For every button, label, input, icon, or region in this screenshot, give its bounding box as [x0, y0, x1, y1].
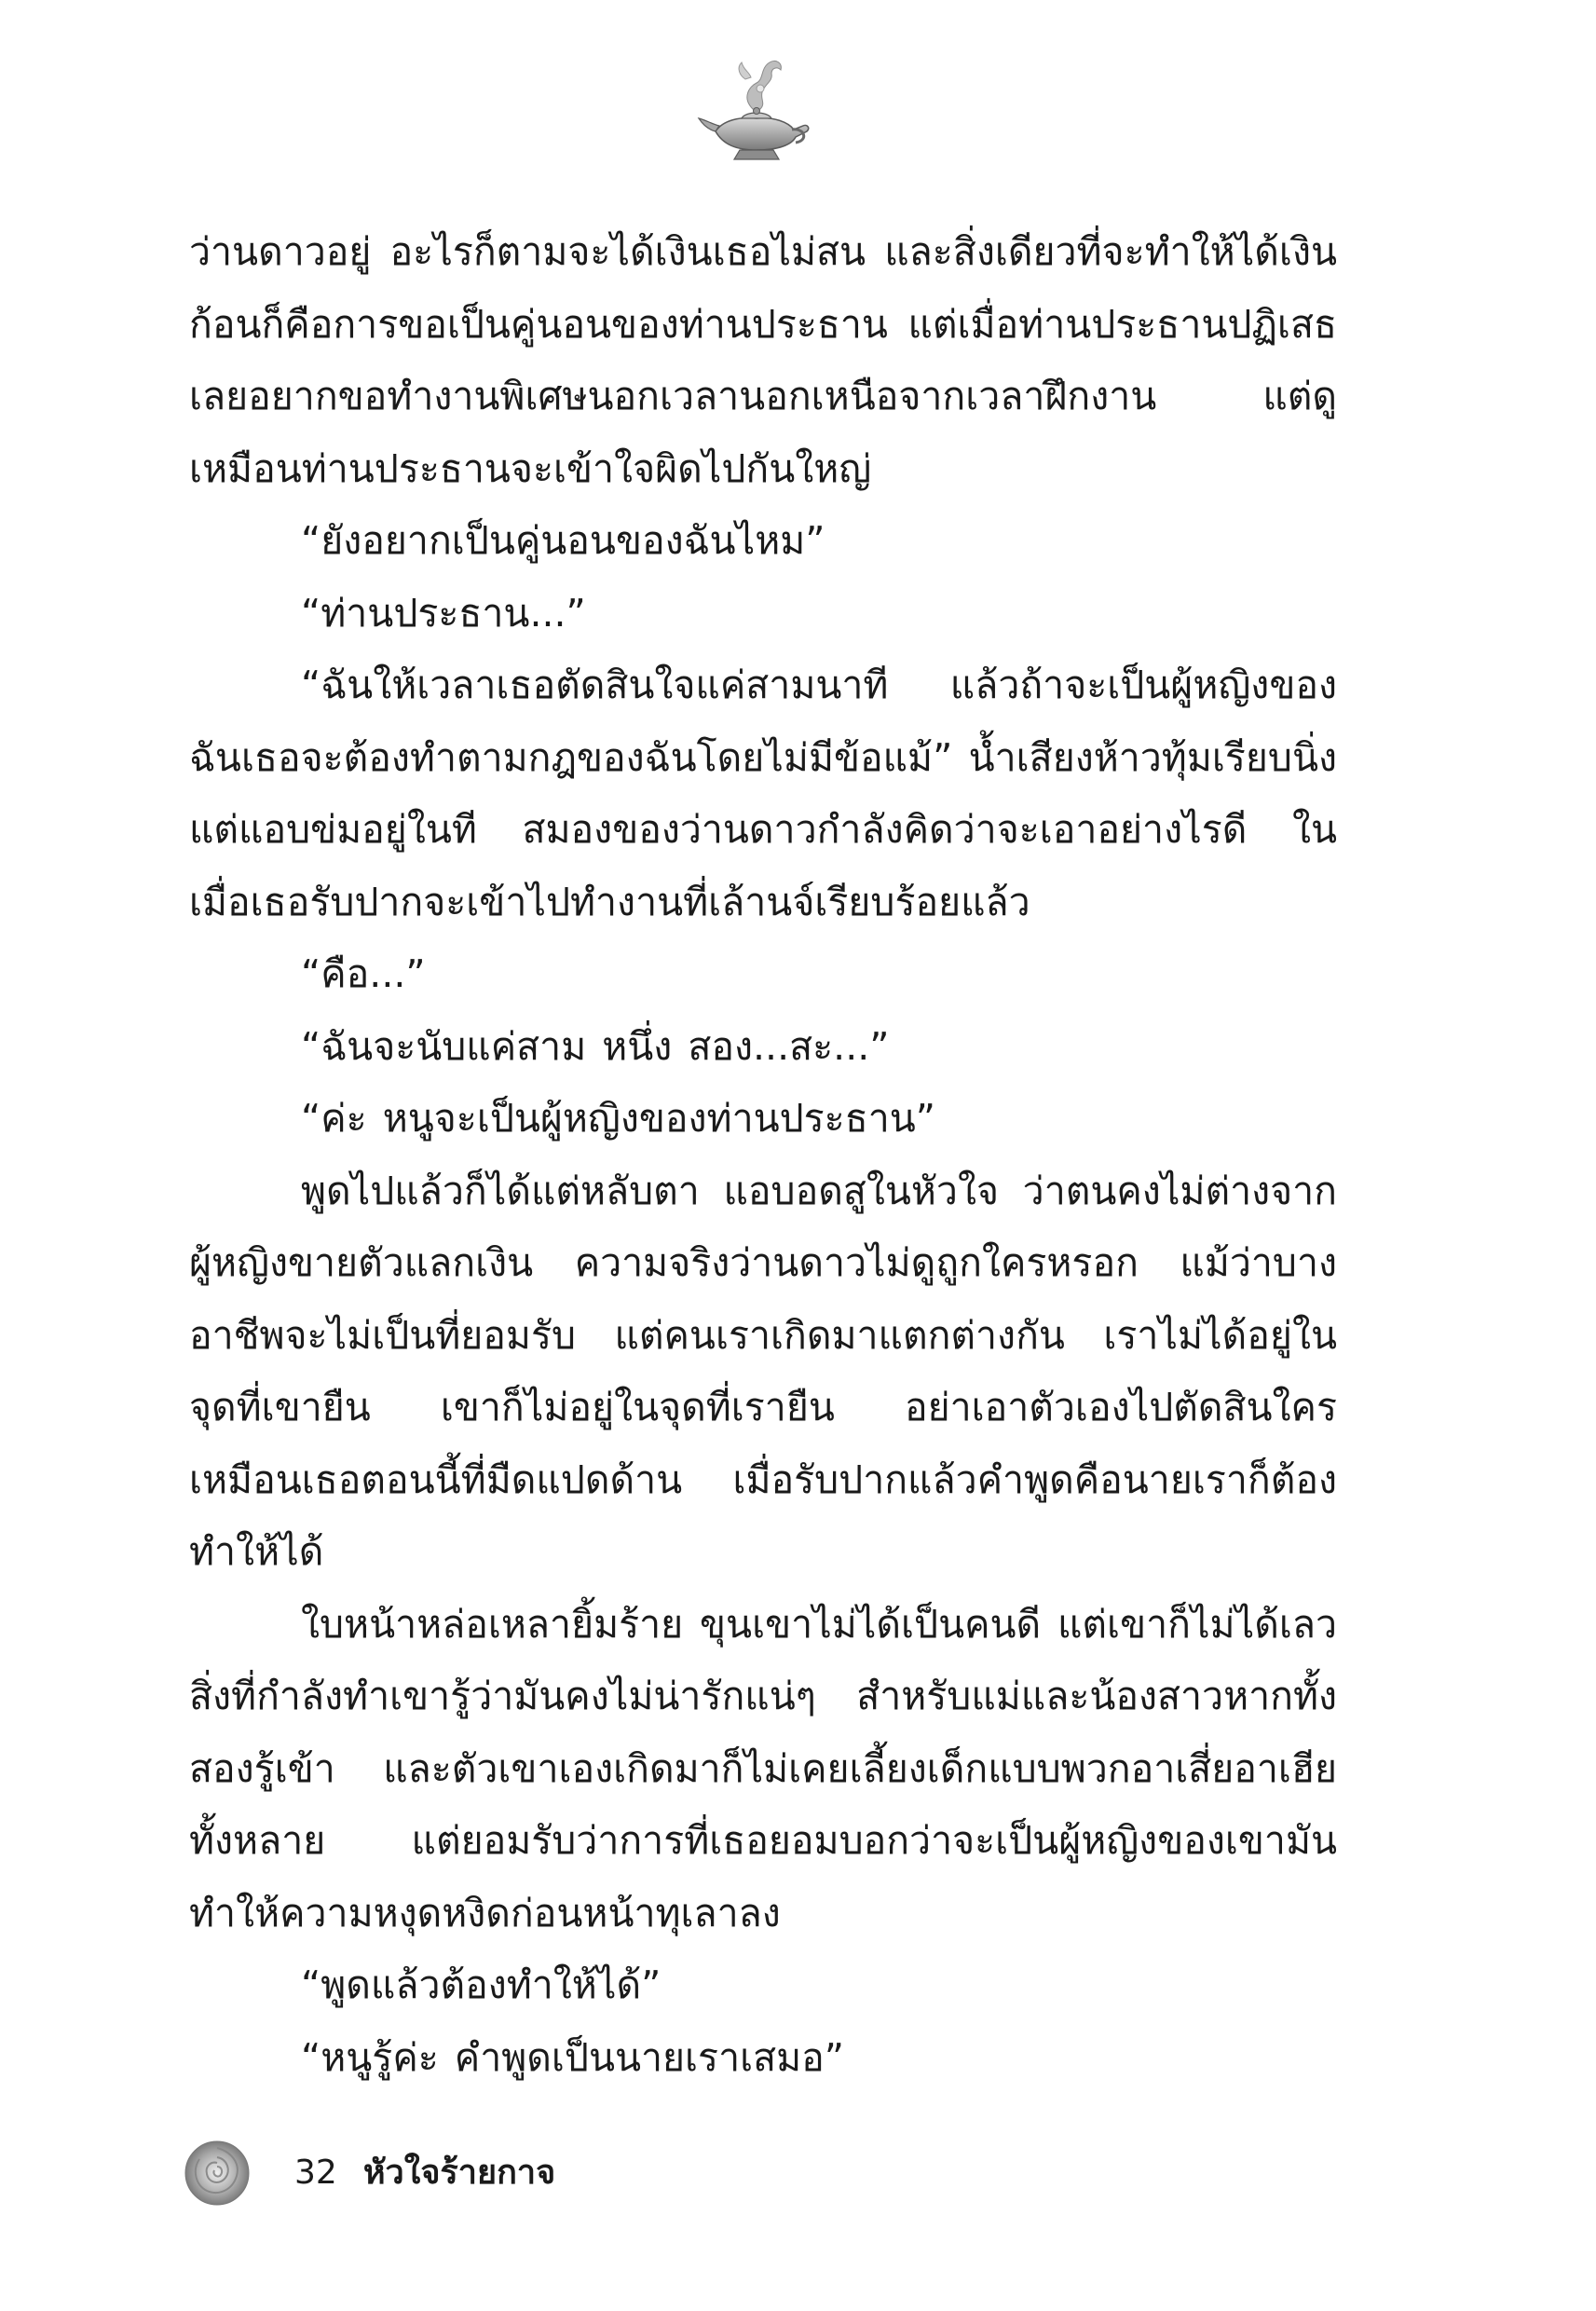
paragraph: ใบหน้าหล่อเหลายิ้มร้าย ขุนเขาไม่ได้เป็นคนดี แต่เขาก็ไม่ได้เลวสิ่งที่กำลังทำเขารู้ว่ามันคงไม่น่ารักแน่ๆ สำหรับแม่และน้องสาวหากทั้งสองรู้เข้า และตัวเขาเองเกิดมาก็ไม่เคยเลี้ยงเด็กแบบพวกอาเสี่ยอาเฮียทั้งหลาย แต่ยอมรับว่าการที่เธอยอมบอกว่าจะเป็นผู้หญิงของเขามันทำให้ความหงุดหงิดก่อนหน้าทุเลาลง — [189, 1601, 1337, 1935]
paragraph: พูดไปแล้วก็ได้แต่หลับตา แอบอดสูในหัวใจ ว่าตนคงไม่ต่างจากผู้หญิงขายตัวแลกเงิน ความจริงว่านดาวไม่ดูถูกใครหรอก แม้ว่าบางอาชีพจะไม่เป็นที่ยอมรับ แต่คนเราเกิดมาแตกต่างกัน เราไม่ได้อยู่ในจุดที่เขายืน เขาก็ไม่อยู่ในจุดที่เรายืน อย่าเอาตัวเองไปตัดสินใครเหมือนเธอตอนนี้ที่มืดแปดด้าน เมื่อรับปากแล้วคำพูดคือนายเราก็ต้องทำให้ได้ — [189, 1168, 1337, 1574]
book-title: หัวใจร้ายกาจ — [362, 2154, 556, 2192]
page-number: 32 — [294, 2154, 337, 2192]
body-text — [189, 216, 1337, 2094]
dialogue-line: “ค่ะ หนูจะเป็นผู้หญิงของท่านประธาน” — [301, 1096, 936, 1141]
folio — [294, 2150, 555, 2196]
paragraph: ว่านดาวอยู่ อะไรก็ตามจะได้เงินเธอไม่สน และสิ่งเดียวที่จะทำให้ได้เงินก้อนก็คือการขอเป็นคู่นอนของท่านประธาน แต่เมื่อท่านประธานปฏิเสธ เลยอยากขอทำงานพิเศษนอกเวลานอกเหนือจากเวลาฝึกงาน แต่ดูเหมือนท่านประธานจะเข้าใจผิดไปกันใหญ่ — [189, 229, 1337, 491]
paragraph: “ฉันให้เวลาเธอตัดสินใจแค่สามนาที แล้วถ้าจะเป็นผู้หญิงของฉันเธอจะต้องทำตามกฎของฉันโดยไม่มีข้อแม้” น้ำเสียงห้าวทุ้มเรียบนิ่งแต่แอบข่มอยู่ในที สมองของว่านดาวกำลังคิดว่าจะเอาอย่างไรดี ในเมื่อเธอรับปากจะเข้าไปทำงานที่เล้านจ์เรียบร้อยแล้ว — [189, 663, 1337, 924]
dialogue-line: “ฉันจะนับแค่สาม หนึ่ง สอง...สะ...” — [301, 1023, 890, 1069]
dialogue-line: “คือ...” — [301, 951, 426, 996]
dialogue-line: “ยังอยากเป็นคู่นอนของฉันไหม” — [301, 518, 825, 563]
page-footer — [183, 2139, 742, 2213]
dialogue-line: “ท่านประธาน...” — [301, 590, 586, 636]
dialogue-line: “พูดแล้วต้องทำให้ได้” — [301, 1962, 662, 2007]
rose-icon — [183, 2139, 252, 2208]
dialogue-line: “หนูรู้ค่ะ คำพูดเป็นนายเราเสมอ” — [301, 2034, 845, 2080]
genie-lamp-icon — [695, 51, 816, 172]
